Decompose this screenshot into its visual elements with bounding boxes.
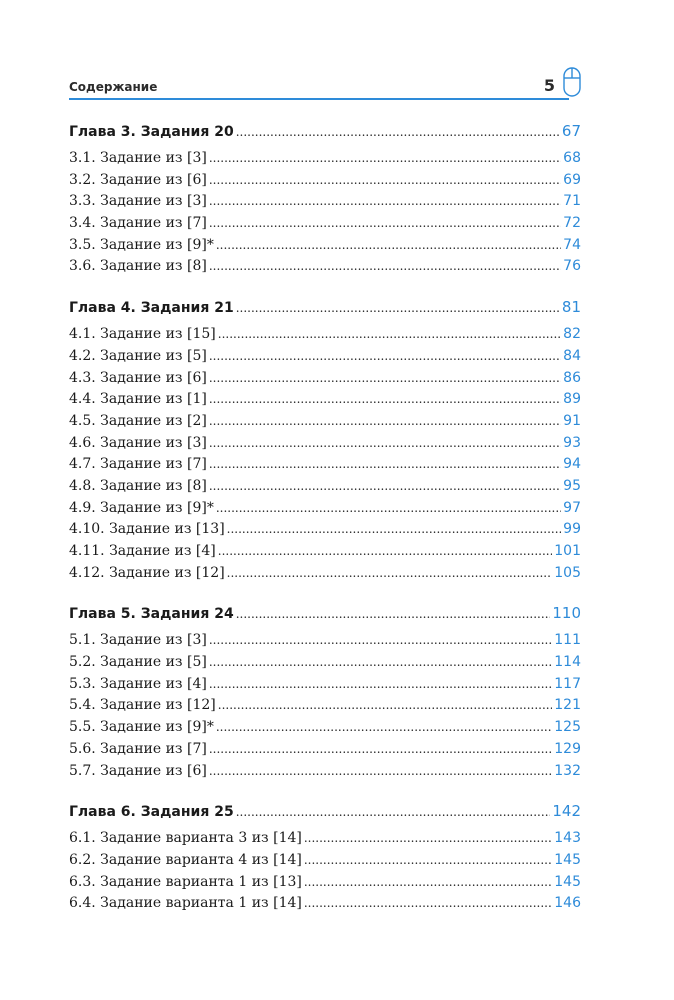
toc-entry[interactable] (69, 235, 581, 257)
toc-entry[interactable] (69, 674, 581, 696)
entry-page-number[interactable]: 76 (563, 258, 581, 275)
toc-entry[interactable] (69, 476, 581, 498)
dot-leader (209, 411, 561, 433)
entry-page-number[interactable]: 93 (563, 434, 581, 451)
entry-page-number[interactable]: 143 (554, 830, 581, 847)
entry-page-number[interactable]: 94 (563, 456, 581, 473)
entry-title: 5.3. Задание из [4] (69, 675, 207, 692)
entry-page-number[interactable]: 82 (563, 326, 581, 343)
toc-entry[interactable] (69, 717, 581, 739)
toc-entry[interactable] (69, 563, 581, 585)
dot-leader (209, 389, 561, 411)
toc-entry[interactable] (69, 213, 581, 235)
entry-title: 4.6. Задание из [3] (69, 434, 207, 451)
toc-entry[interactable] (69, 872, 581, 894)
dot-leader (209, 213, 561, 235)
dot-leader (209, 761, 552, 783)
toc-chapter (69, 798, 581, 915)
entry-page-number[interactable]: 89 (563, 391, 581, 408)
entry-page-number[interactable]: 74 (563, 236, 581, 253)
entry-page-number[interactable]: 145 (554, 873, 581, 890)
dot-leader (209, 170, 561, 192)
entry-title: 4.8. Задание из [8] (69, 477, 207, 494)
entry-page-number[interactable]: 117 (554, 675, 581, 692)
toc-chapter (69, 600, 581, 782)
entry-page-number[interactable]: 68 (563, 150, 581, 166)
entry-title: 5.1. Задание из [3] (69, 632, 207, 649)
toc-chapter (69, 118, 581, 278)
entry-title: 5.2. Задание из [5] (69, 654, 207, 671)
dot-leader (236, 295, 560, 321)
chapter-page-number[interactable]: 81 (561, 298, 581, 317)
entry-page-number[interactable]: 72 (563, 215, 581, 232)
entry-title: 5.5. Задание из [9]* (69, 719, 214, 736)
dot-leader (209, 148, 561, 170)
toc-entry[interactable] (69, 519, 581, 541)
toc-entry[interactable] (69, 893, 581, 915)
dot-leader (209, 454, 561, 476)
dot-leader (304, 828, 552, 850)
dot-leader (209, 433, 561, 455)
chapter-page-number[interactable]: 110 (552, 604, 581, 623)
entry-page-number[interactable]: 111 (554, 632, 581, 649)
toc-entry[interactable] (69, 170, 581, 192)
entry-page-number[interactable]: 101 (554, 543, 581, 559)
dot-leader (218, 541, 553, 563)
entry-page-number[interactable]: 91 (563, 412, 581, 429)
entry-page-number[interactable]: 125 (554, 719, 581, 736)
toc-entry[interactable] (69, 850, 581, 872)
entry-title: 5.4. Задание из [12] (69, 697, 216, 714)
entry-page-number[interactable]: 132 (554, 762, 581, 779)
entry-title: 4.9. Задание из [9]* (69, 499, 214, 516)
dot-leader (304, 850, 552, 872)
toc-chapter-heading[interactable] (69, 294, 581, 320)
chapter-title: Глава 4. Задания 21 (69, 300, 234, 317)
entry-title: 3.6. Задание из [8] (69, 258, 207, 275)
entry-page-number[interactable]: 145 (554, 851, 581, 868)
entry-title: 4.4. Задание из [1] (69, 391, 207, 408)
toc-entry[interactable] (69, 739, 581, 761)
toc-entry[interactable] (69, 148, 581, 170)
entry-title: 4.5. Задание из [2] (69, 412, 207, 429)
toc-entry[interactable] (69, 652, 581, 674)
entry-title: 5.7. Задание из [6] (69, 762, 207, 779)
toc-entry[interactable] (69, 256, 581, 278)
toc-entry[interactable] (69, 346, 581, 368)
computer-mouse-icon (561, 66, 583, 102)
entry-title: 3.4. Задание из [7] (69, 215, 207, 232)
header-rule (69, 98, 569, 100)
dot-leader (209, 652, 552, 674)
dot-leader (216, 717, 552, 739)
entry-title: 4.12. Задание из [12] (69, 564, 225, 581)
dot-leader (209, 476, 561, 498)
dot-leader (236, 601, 551, 627)
entry-page-number[interactable]: 95 (563, 477, 581, 494)
dot-leader (209, 630, 552, 652)
entry-page-number[interactable]: 114 (554, 654, 581, 671)
toc-entry[interactable] (69, 498, 581, 520)
entry-title: 3.3. Задание из [3] (69, 193, 207, 210)
dot-leader (209, 346, 561, 368)
dot-leader (304, 893, 552, 915)
chapter-title: Глава 6. Задания 25 (69, 804, 234, 821)
dot-leader (227, 563, 553, 585)
dot-leader (216, 235, 561, 257)
entry-title: 3.5. Задание из [9]* (69, 236, 214, 253)
dot-leader (209, 256, 561, 278)
toc-entry[interactable] (69, 454, 581, 476)
page-header (69, 72, 583, 99)
dot-leader (209, 191, 561, 213)
dot-leader (236, 119, 560, 145)
entry-title: 4.11. Задание из [4] (69, 543, 216, 559)
entry-title: 4.3. Задание из [6] (69, 369, 207, 386)
toc-entry[interactable] (69, 828, 581, 850)
entry-title: 3.1. Задание из [3] (69, 150, 207, 166)
toc-chapter-heading[interactable] (69, 118, 581, 144)
dot-leader (209, 674, 552, 696)
toc-chapter (69, 294, 581, 584)
dot-leader (218, 324, 561, 346)
toc-entry[interactable] (69, 191, 581, 213)
toc-entry[interactable] (69, 411, 581, 433)
entry-title: 6.2. Задание варианта 4 из [14] (69, 851, 302, 868)
entry-title: 6.3. Задание варианта 1 из [13] (69, 873, 302, 890)
chapter-page-number[interactable]: 142 (552, 802, 581, 821)
dot-leader (236, 799, 551, 825)
entry-page-number[interactable]: 146 (554, 895, 581, 912)
dot-leader (209, 739, 552, 761)
toc-entry[interactable] (69, 389, 581, 411)
entry-title: 6.1. Задание варианта 3 из [14] (69, 830, 302, 847)
running-title: Содержание (69, 80, 158, 94)
entry-title: 4.2. Задание из [5] (69, 347, 207, 364)
entry-page-number[interactable]: 84 (563, 347, 581, 364)
page-number: 5 (543, 76, 555, 95)
toc-entry[interactable] (69, 761, 581, 783)
dot-leader (209, 368, 561, 390)
entry-page-number[interactable]: 99 (563, 521, 581, 538)
dot-leader (218, 695, 553, 717)
entry-title: 4.7. Задание из [7] (69, 456, 207, 473)
table-of-contents (69, 118, 581, 931)
toc-entry[interactable] (69, 541, 581, 563)
dot-leader (216, 498, 561, 520)
entry-page-number[interactable]: 69 (563, 171, 581, 188)
toc-entry[interactable] (69, 630, 581, 652)
dot-leader (304, 872, 552, 894)
entry-page-number[interactable]: 71 (563, 193, 581, 210)
entry-title: 3.2. Задание из [6] (69, 171, 207, 188)
chapter-page-number[interactable]: 67 (561, 122, 581, 140)
entry-page-number[interactable]: 97 (563, 499, 581, 516)
entry-title: 4.1. Задание из [15] (69, 326, 216, 343)
toc-entry[interactable] (69, 324, 581, 346)
entry-page-number[interactable]: 86 (563, 369, 581, 386)
entry-page-number[interactable]: 129 (554, 740, 581, 757)
chapter-title: Глава 5. Задания 24 (69, 606, 234, 623)
toc-entry[interactable] (69, 695, 581, 717)
entry-title: 6.4. Задание варианта 1 из [14] (69, 895, 302, 912)
entry-title: 4.10. Задание из [13] (69, 521, 225, 538)
toc-entry[interactable] (69, 368, 581, 390)
entry-page-number[interactable]: 121 (554, 697, 581, 714)
entry-page-number[interactable]: 105 (554, 564, 581, 581)
toc-chapter-heading[interactable] (69, 798, 581, 824)
entry-title: 5.6. Задание из [7] (69, 740, 207, 757)
dot-leader (227, 519, 562, 541)
chapter-title: Глава 3. Задания 20 (69, 124, 234, 140)
toc-chapter-heading[interactable] (69, 600, 581, 626)
toc-entry[interactable] (69, 433, 581, 455)
